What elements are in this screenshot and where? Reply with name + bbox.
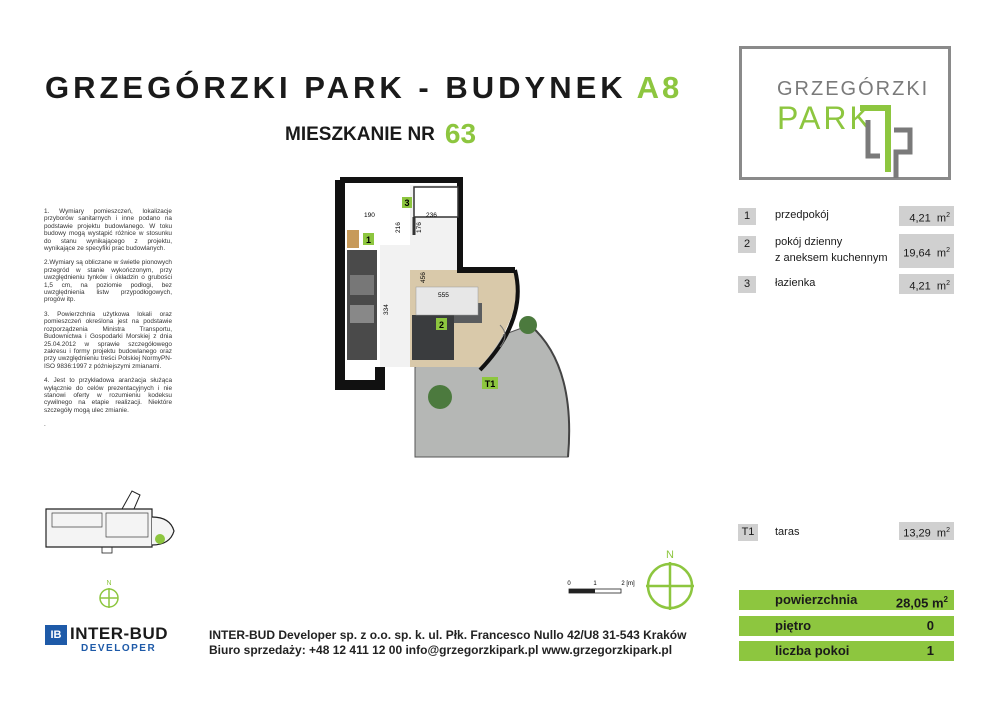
room-1-number: 1 (738, 208, 756, 225)
room-1-area: 4,21 $m^2$ (899, 206, 954, 226)
scale-0: 0 (567, 581, 571, 587)
summary-area-value: 28,05 $m^2$ (895, 595, 948, 611)
logo-line2: PARK (777, 100, 874, 136)
floor-plan (330, 175, 580, 465)
title-text: GRZEGÓRZKI PARK - BUDYNEK (45, 70, 627, 105)
room-2-name: pokój dzienny (775, 236, 843, 248)
room-2-name-line2: z aneksem kuchennym (775, 252, 888, 264)
page-title (45, 70, 682, 106)
note-4: 4. Jest to przykładowa aranżacja służąca wyłącznie do celów prezentacyjnych i nie stanowi oferty w rozumieniu kodeksu cywilnego na etapie realizacji. Niektóre szczegóły mogą ulec zmianie. (44, 377, 172, 414)
summary-area-label: powierzchnia (775, 592, 858, 607)
svg-text:N: N (106, 580, 112, 587)
plan-label-t1: T1 (484, 379, 496, 389)
plan-label-3: 3 (404, 198, 410, 208)
small-compass-icon (96, 578, 122, 612)
room-1-name: przedpokój (775, 209, 829, 221)
dim-176: 176 (416, 222, 423, 233)
plan-label-1: 1 (365, 235, 372, 245)
note-5: . (44, 421, 46, 429)
summary-floor-label: piętro (775, 618, 812, 633)
note-2: 2.Wymiary są obliczane w świetle pionowych przegród w stanie wykończonym, przy uwzględnieniu tynków i okładzin o grubości 1,5 cm, na poziomie podłogi, bez uwzględnienia listw przypodłogowych, progów itp. (44, 259, 172, 304)
summary-floor-value: 0 (926, 618, 934, 633)
room-3-number: 3 (738, 276, 756, 293)
terrace-area-value: 13,29 $m^2$ (899, 522, 954, 540)
apartment-heading (285, 118, 476, 150)
apartment-number: 63 (444, 118, 477, 149)
summary-rooms-value: 1 (926, 643, 934, 658)
apartment-label: MIESZKANIE NR (285, 124, 435, 145)
dim-456: 456 (420, 272, 427, 283)
plant-icon-2 (519, 316, 537, 334)
plan-label-2: 2 (438, 320, 445, 330)
room-2-number: 2 (738, 236, 756, 253)
note-3: 3. Powierzchnia użytkowa lokali oraz pomieszczeń określona jest na podstawie rozporządzenia Ministra Transportu, Budownictwa i Gospodarki Morskiej z dnia 25.04.2012 w sprawie szczegółowego zakresu i formy projektu budowlanego oraz przy uwzględnieniu treści Polskiej NormyPN-ISO 9836:1997 z późniejszymi zmianami. (44, 310, 172, 370)
sofa (412, 315, 454, 360)
company-address: INTER-BUD Developer sp. z o.o. sp. k. ul. Płk. Francesco Nullo 42/U8 31-543 Kraków (209, 628, 687, 642)
logo-line1: GRZEGÓRZKI (777, 78, 930, 100)
company-contact: Biuro sprzedaży: +48 12 411 12 00 info@grzegorzkipark.pl www.grzegorzkipark.pl (209, 643, 673, 657)
dim-236: 236 (426, 212, 437, 219)
room-3-name: łazienka (775, 277, 816, 289)
apartment-marker (155, 534, 165, 544)
scale-bar (566, 578, 636, 600)
plant-icon (428, 385, 452, 409)
compass-icon (640, 546, 700, 612)
summary-rooms-label: liczba pokoi (775, 643, 850, 658)
scale-2: 2 [m] (621, 581, 635, 587)
dim-216: 216 (395, 222, 402, 233)
notes (44, 208, 172, 436)
note-1: 1. Wymiary pomieszczeń, lokalizacje przyborów sanitarnych i inne podano na podstawie projektu budowlanego. W toku budowy mogą wystąpić różnice w stosunku do stanu wynikającego z projektu, wynikające ze specyfiki prac budowlanych. (44, 208, 172, 253)
compass-north-label: N (666, 549, 674, 561)
building-location-plan (42, 487, 182, 557)
room-2-area: 19,64 $m^2$ (899, 234, 954, 268)
dim-555: 555 (438, 292, 449, 299)
dim-190: 190 (364, 212, 375, 219)
logo-mark-icon (856, 100, 918, 180)
terrace-number: T1 (738, 524, 758, 541)
company-badge-icon: IB (45, 625, 67, 645)
company-logo-name: INTER-BUD (70, 624, 168, 643)
dim-334: 334 (383, 304, 390, 315)
building-code: A8 (636, 70, 683, 105)
scale-1: 1 (593, 581, 597, 587)
room-3-area: 4,21 $m^2$ (899, 274, 954, 294)
terrace-name: taras (775, 526, 800, 538)
company-logo-sub: DEVELOPER (81, 643, 157, 654)
summary-floor-bar (739, 616, 954, 636)
